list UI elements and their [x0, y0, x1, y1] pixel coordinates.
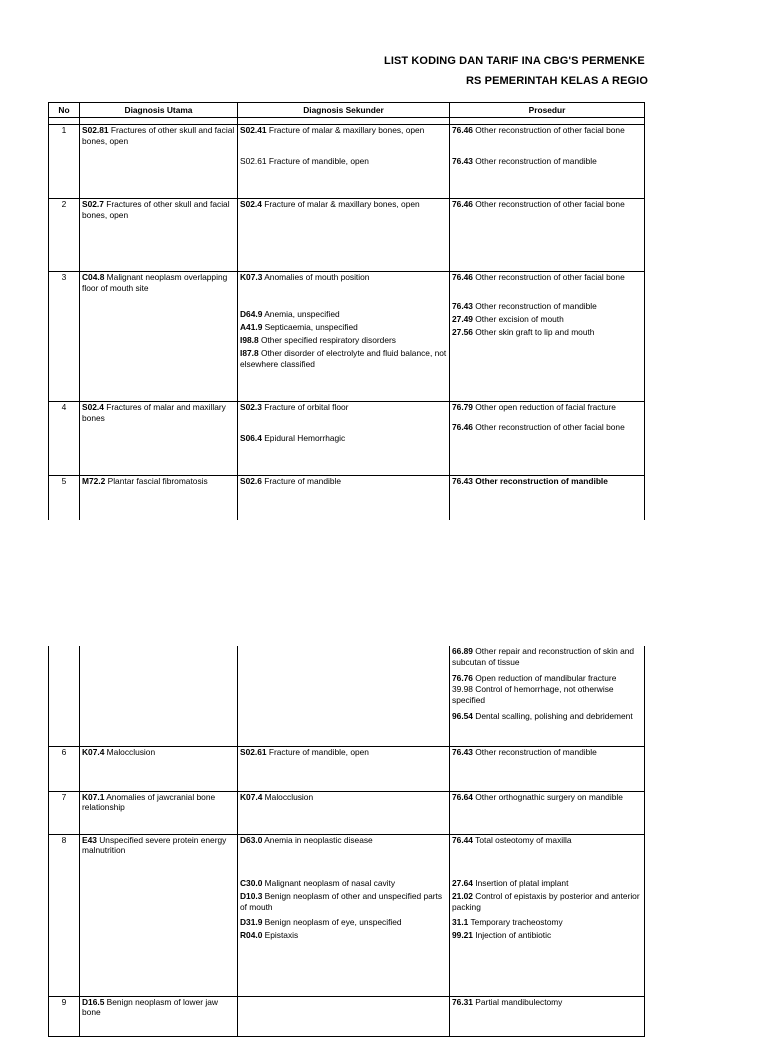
- procedure-code: 99.21: [452, 930, 473, 941]
- procedure-code: 27.64: [452, 878, 473, 889]
- diagnosis-utama-cell: [80, 125, 238, 199]
- diagnosis-sekunder-cell: [238, 476, 450, 520]
- diagnosis-text: Benign neoplasm of other and unspecified parts of mouth: [240, 891, 443, 913]
- diagnosis-entry: [82, 835, 235, 857]
- prosedur-cell: [450, 402, 645, 476]
- table-row: [49, 746, 645, 791]
- diagnosis-entry: [240, 322, 447, 333]
- prosedur-cell: [450, 746, 645, 791]
- icd-code: D64.9: [240, 308, 263, 319]
- icd-code: S02.7: [82, 199, 104, 209]
- procedure-text: Other reconstruction of mandible: [472, 746, 597, 757]
- diagnosis-sekunder-cell: [238, 791, 450, 834]
- icd-code: A41.9: [240, 321, 263, 332]
- diagnosis-text: Benign neoplasm of lower jaw bone: [82, 996, 218, 1018]
- diagnosis-sekunder-cell: [238, 125, 450, 199]
- diagnosis-utama-cell: [80, 791, 238, 834]
- diagnosis-entry: [82, 792, 235, 814]
- procedure-text: Dental scalling, polishing and debridement: [472, 710, 633, 721]
- prosedur-cell: [450, 791, 645, 834]
- procedure-entry: [452, 402, 642, 413]
- procedure-text: Other open reduction of facial fracture: [472, 402, 616, 412]
- diagnosis-sekunder-cell: [238, 746, 450, 791]
- diagnosis-entry: [82, 747, 235, 758]
- procedure-code: 76.46: [452, 199, 473, 209]
- procedure-code: 27.56: [452, 326, 473, 337]
- table-row: [49, 199, 645, 272]
- row-number: 6: [49, 746, 80, 791]
- diagnosis-utama-cell: [80, 646, 238, 746]
- procedure-code: 76.46: [452, 272, 473, 282]
- diagnosis-entry: [82, 402, 235, 424]
- diagnosis-text: Epistaxis: [262, 930, 299, 941]
- procedure-code: 21.02: [452, 891, 473, 902]
- diagnosis-text: Septicaemia, unspecified: [262, 321, 358, 332]
- diagnosis-entry: [240, 476, 447, 487]
- procedure-entry: [452, 272, 642, 283]
- diagnosis-sekunder-cell: [238, 646, 450, 746]
- icd-code: S02.41: [240, 125, 267, 135]
- icd-code: C04.8: [82, 272, 105, 282]
- row-number: 3: [49, 272, 80, 402]
- diagnosis-text: Anemia in neoplastic disease: [262, 834, 373, 845]
- procedure-text: Other reconstruction of other facial bone: [472, 272, 625, 282]
- diagnosis-text: Anomalies of jawcranial bone relationship: [82, 791, 216, 813]
- procedure-code: 76.43: [452, 300, 473, 311]
- procedure-code: 66.89: [452, 646, 473, 656]
- icd-code: K07.3: [240, 272, 263, 282]
- header-diagnosis-sekunder: Diagnosis Sekunder: [238, 103, 450, 118]
- procedure-code: 76.31: [452, 996, 473, 1007]
- icd-code: K07.1: [82, 791, 105, 802]
- procedure-code: 76.79: [452, 402, 473, 412]
- procedure-entry: [452, 314, 642, 325]
- diagnosis-entry: [82, 199, 235, 221]
- procedure-text: Injection of antibiotic: [472, 930, 552, 941]
- procedure-code: 76.43: [452, 476, 473, 486]
- icd-code: I98.8: [240, 334, 259, 345]
- prosedur-cell: [450, 834, 645, 996]
- diagnosis-entry: [240, 125, 447, 136]
- diagnosis-entry: [240, 199, 447, 210]
- procedure-code: 76.43: [452, 155, 473, 166]
- diagnosis-text: Malignant neoplasm of nasal cavity: [262, 878, 396, 889]
- diagnosis-entry: [240, 348, 447, 370]
- diagnosis-sekunder-cell: [238, 834, 450, 996]
- diagnosis-entry: [240, 835, 447, 846]
- diagnosis-text: Anomalies of mouth position: [262, 272, 370, 282]
- procedure-code: 76.44: [452, 834, 473, 845]
- diagnosis-entry: [240, 335, 447, 346]
- spacer-cell: [80, 118, 238, 125]
- diagnosis-text: Benign neoplasm of eye, unspecified: [262, 917, 402, 928]
- diagnosis-entry: [82, 125, 235, 147]
- icd-code: D63.0: [240, 834, 263, 845]
- icd-code: C30.0: [240, 878, 263, 889]
- diagnosis-entry: [240, 309, 447, 320]
- procedure-code: 76.46: [452, 421, 473, 432]
- table-row: [49, 791, 645, 834]
- prosedur-cell: [450, 646, 645, 746]
- diagnosis-text: Fracture of malar & maxillary bones, open: [261, 199, 420, 209]
- icd-code: E43: [82, 834, 97, 845]
- diagnosis-text: Malignant neoplasm overlapping floor of mouth site: [82, 272, 228, 293]
- procedure-entry: [452, 422, 642, 433]
- icd-code: S06.4: [240, 432, 262, 443]
- icd-code: S02.61: [240, 746, 267, 757]
- procedure-entry: [452, 156, 642, 167]
- icd-code: D16.5: [82, 996, 105, 1007]
- procedure-entry: [452, 476, 642, 487]
- diagnosis-text: Fractures of other skull and facial bones, open: [82, 125, 235, 146]
- icd-code: K07.4: [240, 791, 263, 802]
- icd-code: M72.2: [82, 476, 106, 486]
- procedure-code: 96.54: [452, 710, 473, 721]
- procedure-entry: [452, 646, 642, 668]
- table-row: [49, 272, 645, 402]
- diagnosis-sekunder-cell: [238, 402, 450, 476]
- diagnosis-text: Fracture of mandible, open: [266, 746, 369, 757]
- procedure-text: Other reconstruction of mandible: [472, 155, 597, 166]
- row-number-empty: [49, 646, 80, 746]
- document-subtitle: RS PEMERINTAH KELAS A REGIO: [466, 75, 648, 87]
- table-row: [49, 834, 645, 996]
- diagnosis-entry: [240, 402, 447, 413]
- procedure-text: Control of epistaxis by posterior and anterior packing: [452, 891, 640, 913]
- diagnosis-entry: [240, 747, 447, 758]
- diagnosis-text: S02.61 Fracture of mandible, open: [240, 155, 369, 166]
- procedure-entry: [452, 199, 642, 210]
- diagnosis-utama-cell: [80, 746, 238, 791]
- header-no: No: [49, 103, 80, 118]
- procedure-code: 76.76: [452, 672, 473, 683]
- icd-code: S02.81: [82, 125, 109, 135]
- header-diagnosis-utama: Diagnosis Utama: [80, 103, 238, 118]
- icd-code: S02.3: [240, 402, 262, 412]
- spacer-row: [49, 118, 645, 125]
- diagnosis-entry: [82, 476, 235, 487]
- procedure-text: 39.98 Control of hemorrhage, not otherwise specified: [452, 683, 614, 705]
- procedure-text: Other reconstruction of other facial bone: [472, 125, 625, 135]
- table-header-row: [49, 103, 645, 118]
- diagnosis-text: Malocclusion: [104, 746, 156, 757]
- table-row-continued: [49, 646, 645, 746]
- procedure-text: Other excision of mouth: [472, 313, 564, 324]
- procedure-code: 76.46: [452, 125, 473, 135]
- icd-code: D31.9: [240, 917, 263, 928]
- document-title: LIST KODING DAN TARIF INA CBG'S PERMENKE: [384, 55, 645, 67]
- procedure-text: Other reconstruction of mandible: [472, 300, 597, 311]
- prosedur-cell: [450, 476, 645, 520]
- diagnosis-entry: [240, 917, 447, 928]
- diagnosis-sekunder-cell: [238, 272, 450, 402]
- icd-code: S02.6: [240, 476, 262, 486]
- diagnosis-text: Fracture of malar & maxillary bones, open: [266, 125, 425, 135]
- procedure-entry: [452, 125, 642, 136]
- procedure-entry: [452, 301, 642, 312]
- procedure-entry: [452, 835, 642, 846]
- procedure-entry: [452, 792, 642, 803]
- row-number: 1: [49, 125, 80, 199]
- procedure-entry: [452, 891, 642, 913]
- icd-code: K07.4: [82, 746, 105, 757]
- row-number: 9: [49, 996, 80, 1036]
- diagnosis-text: Anemia, unspecified: [262, 308, 340, 319]
- icd-code: I87.8: [240, 347, 259, 358]
- diagnosis-entry: [82, 272, 235, 294]
- procedure-entry: [452, 684, 642, 706]
- table-row: [49, 996, 645, 1036]
- row-number: 7: [49, 791, 80, 834]
- coding-table-part1: [48, 102, 645, 520]
- procedure-text: Other skin graft to lip and mouth: [472, 326, 595, 337]
- table-row: [49, 476, 645, 520]
- procedure-text: Other orthognathic surgery on mandible: [472, 791, 623, 802]
- procedure-code: 27.49: [452, 313, 473, 324]
- diagnosis-utama-cell: [80, 834, 238, 996]
- diagnosis-utama-cell: [80, 996, 238, 1036]
- diagnosis-text: Fractures of malar and maxillary bones: [82, 402, 226, 423]
- table-row: [49, 402, 645, 476]
- diagnosis-sekunder-cell: [238, 199, 450, 272]
- procedure-entry: [452, 878, 642, 889]
- diagnosis-utama-cell: [80, 199, 238, 272]
- diagnosis-entry: [240, 878, 447, 889]
- header-prosedur: Prosedur: [450, 103, 645, 118]
- diagnosis-entry: [240, 930, 447, 941]
- spacer-cell: [450, 118, 645, 125]
- diagnosis-text: Fractures of other skull and facial bones, open: [82, 199, 230, 220]
- table-row: [49, 125, 645, 199]
- diagnosis-text: Malocclusion: [262, 791, 314, 802]
- icd-code: S02.4: [240, 199, 262, 209]
- procedure-text: Insertion of platal implant: [472, 878, 569, 889]
- diagnosis-text: Other specified respiratory disorders: [258, 334, 396, 345]
- prosedur-cell: [450, 996, 645, 1036]
- prosedur-cell: [450, 125, 645, 199]
- procedure-text: Partial mandibulectomy: [472, 996, 563, 1007]
- diagnosis-entry: [240, 433, 447, 444]
- procedure-entry: [452, 997, 642, 1008]
- procedure-entry: [452, 747, 642, 758]
- procedure-code: 31.1: [452, 917, 469, 928]
- diagnosis-utama-cell: [80, 272, 238, 402]
- diagnosis-text: Unspecified severe protein energy malnutrition: [82, 834, 227, 856]
- procedure-text: Other repair and reconstruction of skin and subcutan of tissue: [452, 646, 635, 667]
- spacer-cell: [238, 118, 450, 125]
- diagnosis-utama-cell: [80, 402, 238, 476]
- procedure-entry: [452, 711, 642, 722]
- diagnosis-text: Plantar fascial fibromatosis: [105, 476, 208, 486]
- procedure-text: Total osteotomy of maxilla: [472, 834, 572, 845]
- diagnosis-text: Fracture of orbital floor: [261, 402, 349, 412]
- procedure-entry: [452, 917, 642, 928]
- diagnosis-sekunder-cell: [238, 996, 450, 1036]
- procedure-text: Other reconstruction of other facial bone: [472, 421, 625, 432]
- procedure-entry: [452, 327, 642, 338]
- procedure-text: Other reconstruction of other facial bone: [472, 199, 625, 209]
- diagnosis-entry: [240, 891, 447, 913]
- diagnosis-text: Other disorder of electrolyte and fluid balance, not elsewhere classified: [240, 347, 447, 369]
- procedure-code: 76.64: [452, 791, 473, 802]
- prosedur-cell: [450, 199, 645, 272]
- icd-code: S02.4: [82, 402, 104, 412]
- diagnosis-text: Fracture of mandible: [261, 476, 342, 486]
- row-number: 4: [49, 402, 80, 476]
- procedure-entry: [452, 673, 642, 684]
- icd-code: R04.0: [240, 930, 263, 941]
- row-number: 8: [49, 834, 80, 996]
- procedure-text: Temporary tracheostomy: [468, 917, 563, 928]
- row-number: 5: [49, 476, 80, 520]
- diagnosis-text: Epidural Hemorrhagic: [261, 432, 346, 443]
- procedure-code: 76.43: [452, 746, 473, 757]
- diagnosis-entry: [240, 272, 447, 283]
- prosedur-cell: [450, 272, 645, 402]
- diagnosis-entry: [82, 997, 235, 1019]
- procedure-entry: [452, 930, 642, 941]
- icd-code: D10.3: [240, 891, 263, 902]
- procedure-text: Open reduction of mandibular fracture: [472, 672, 617, 683]
- diagnosis-entry: [240, 156, 447, 167]
- diagnosis-entry: [240, 792, 447, 803]
- spacer-cell: [49, 118, 80, 125]
- coding-table-part2: [48, 646, 645, 1037]
- row-number: 2: [49, 199, 80, 272]
- procedure-text: Other reconstruction of mandible: [472, 476, 608, 486]
- diagnosis-utama-cell: [80, 476, 238, 520]
